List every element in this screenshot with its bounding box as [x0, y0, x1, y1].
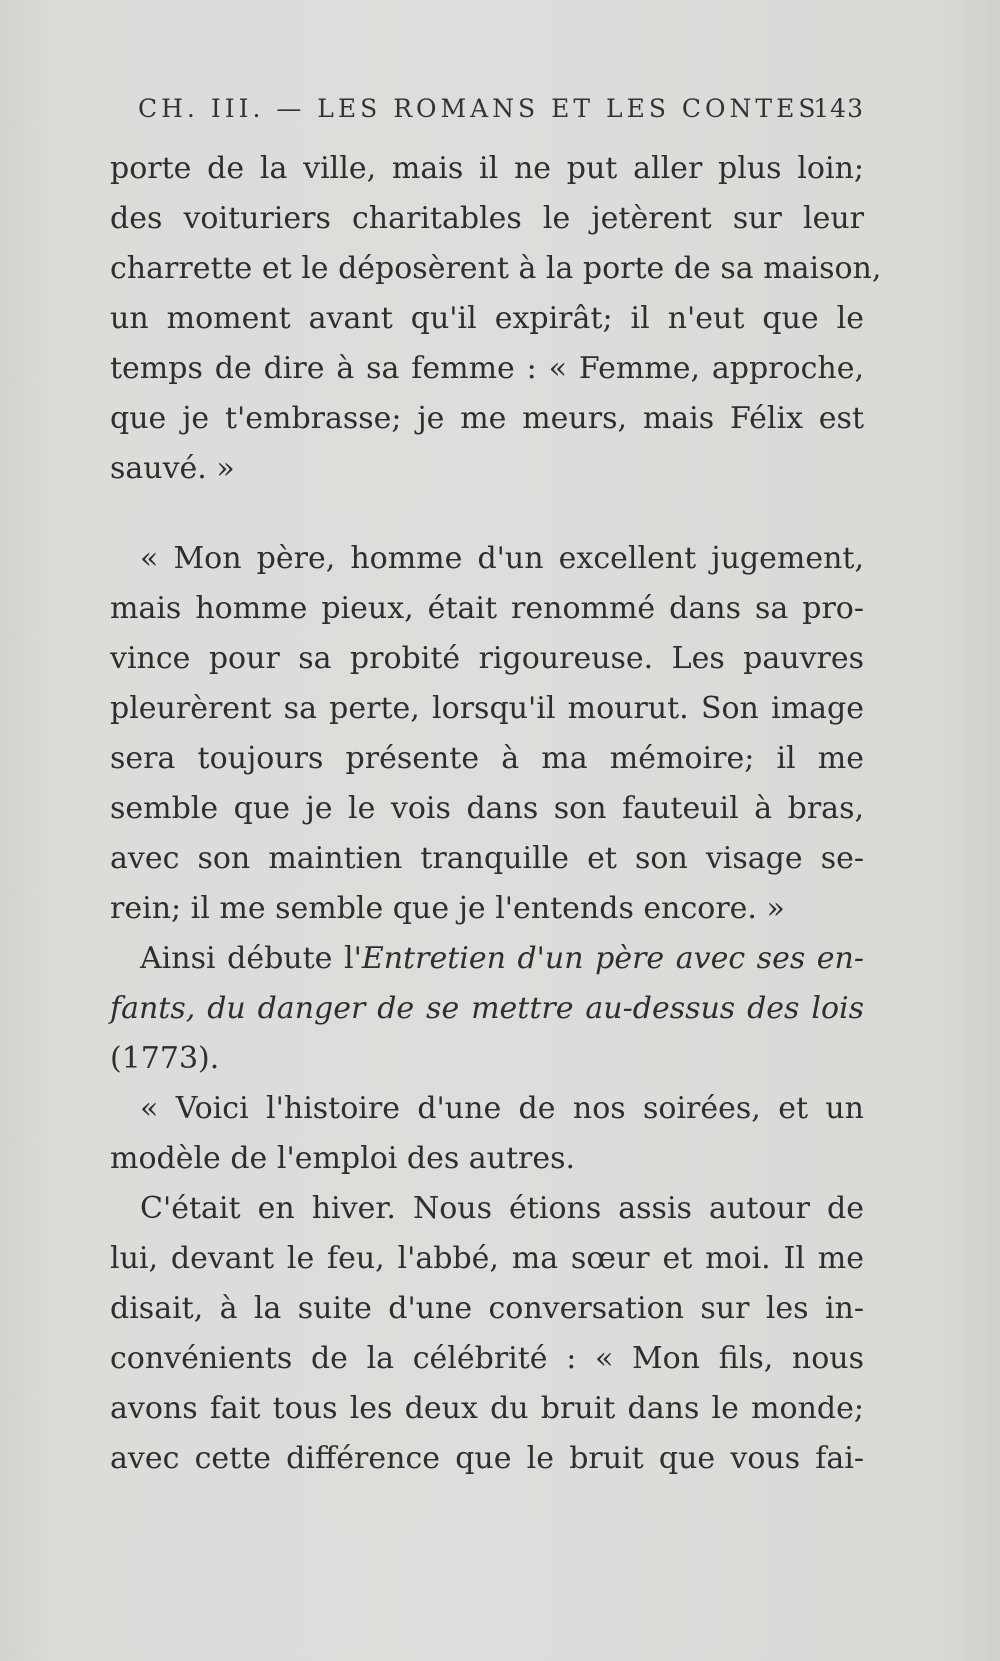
text-line: charrette et le déposèrent à la porte de sa maison,: [110, 251, 882, 286]
text-line-mixed: [110, 934, 864, 984]
text-line: pleurèrent sa perte, lorsqu'il mourut. Son image: [110, 691, 864, 726]
text-line: un moment avant qu'il expirât; il n'eut que le: [110, 301, 864, 336]
text-line: (1773).: [110, 1041, 220, 1076]
text-line: lui, devant le feu, l'abbé, ma sœur et moi. Il me: [110, 1241, 864, 1276]
text-line: disait, à la suite d'une conversation sur les in-: [110, 1291, 864, 1326]
italic-title: Entretien d'un père avec ses en-: [361, 941, 864, 976]
text-line: C'était en hiver. Nous étions assis autour de: [140, 1191, 864, 1226]
page-number: 143: [813, 94, 864, 123]
paragraph-gap: [110, 494, 864, 534]
text-line: avec cette différence que le bruit que vous fai-: [110, 1441, 864, 1476]
text-line: « Mon père, homme d'un excellent jugement,: [140, 541, 864, 576]
text-line: convénients de la célébrité : « Mon fils, nous: [110, 1341, 864, 1376]
text-line: vince pour sa probité rigoureuse. Les pauvres: [110, 641, 864, 676]
roman-text: Ainsi débute l': [140, 941, 362, 976]
text-line: rein; il me semble que je l'entends encore. »: [110, 891, 785, 926]
text-line: modèle de l'emploi des autres.: [110, 1141, 576, 1176]
text-line: « Voici l'histoire d'une de nos soirées, et un: [140, 1091, 864, 1126]
text-line: semble que je le vois dans son fauteuil à bras,: [110, 791, 864, 826]
text-line: porte de la ville, mais il ne put aller plus loin;: [110, 151, 864, 186]
italic-title: fants, du danger de se mettre au-dessus des lois: [110, 991, 864, 1026]
text-line: temps de dire à sa femme : « Femme, approche,: [110, 351, 864, 386]
text-line: avons fait tous les deux du bruit dans le monde;: [110, 1391, 864, 1426]
text-line: sauvé. »: [110, 451, 235, 486]
chapter-heading: CH. III. — LES ROMANS ET LES CONTES: [138, 94, 820, 123]
text-line: avec son maintien tranquille et son visage se-: [110, 841, 864, 876]
text-line: sera toujours présente à ma mémoire; il me: [110, 741, 864, 776]
text-line-mixed: [110, 984, 864, 1034]
body-text: [110, 144, 882, 1484]
running-head: [138, 94, 864, 128]
text-line: mais homme pieux, était renommé dans sa pro-: [110, 591, 864, 626]
text-line: des voituriers charitables le jetèrent sur leur: [110, 201, 864, 236]
text-line: que je t'embrasse; je me meurs, mais Félix est: [110, 401, 864, 436]
